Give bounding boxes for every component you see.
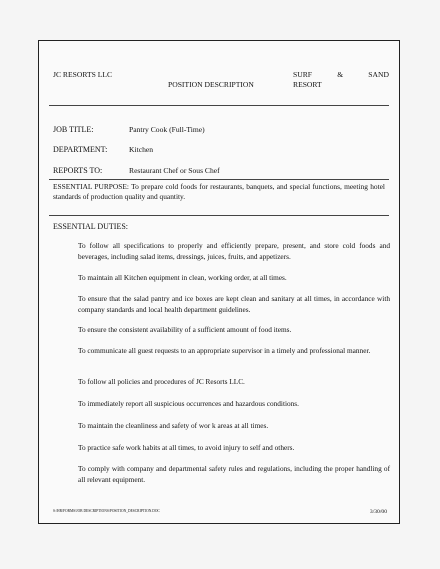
- duty-item: To ensure the consistent availability of a sufficient amount of food items.: [78, 325, 292, 334]
- resort-name-word: RESORT: [293, 80, 322, 89]
- duty-item: To maintain all Kitchen equipment in clean, working order, at all times.: [78, 273, 287, 282]
- job-title-label: JOB TITLE:: [53, 125, 94, 134]
- duty-item: To maintain the cleanliness and safety of wor k areas at all times.: [78, 421, 269, 430]
- duty-item: To immediately report all suspicious occurrences and hazardous conditions.: [78, 399, 299, 408]
- document-frame: [38, 40, 400, 524]
- essential-purpose-text: To prepare cold foods for restaurants, banquets, and special functions, meeting hotel standards of production quality and quantity.: [53, 182, 385, 202]
- resort-name-word: SAND: [368, 70, 389, 79]
- document-title: POSITION DESCRIPTION: [168, 80, 254, 89]
- department-label: DEPARTMENT:: [53, 145, 108, 154]
- purpose-divider: [49, 215, 389, 216]
- resort-name-word: SURF: [293, 70, 312, 79]
- job-title-value: Pantry Cook (Full-Time): [129, 125, 205, 134]
- reports-to-label: REPORTS TO:: [53, 166, 103, 175]
- essential-duties-heading: ESSENTIAL DUTIES:: [53, 222, 129, 231]
- duty-item: To ensure that the salad pantry and ice boxes are kept clean and sanitary at all times, in accordance with company standards and local health department guidelines.: [78, 294, 390, 314]
- department-value: Kitchen: [129, 145, 154, 154]
- footer-date: 3/30/00: [369, 509, 387, 515]
- reports-to-value: Restaurant Chef or Sous Chef: [129, 166, 220, 175]
- duty-item: To follow all policies and procedures of JC Resorts LLC.: [78, 377, 245, 386]
- duty-item: To communicate all guest requests to an appropriate supervisor in a timely and professional manner.: [78, 346, 371, 355]
- resort-name-word: &: [337, 70, 344, 79]
- duty-item: To comply with company and departmental safety rules and regulations, including the proper handling of all relevant equipment.: [78, 464, 390, 484]
- essential-purpose-label: ESSENTIAL PURPOSE:: [53, 182, 129, 191]
- resort-name: [293, 70, 389, 90]
- footer-file-path: S:\HR\FORMS\JOB DESCRIPTIONS\POSITION_DESCRIPTION.DOC: [53, 509, 160, 513]
- essential-purpose: [53, 182, 385, 203]
- header-divider: [49, 105, 389, 106]
- fields-divider: [49, 179, 389, 180]
- duty-item: To practice safe work habits at all times, to avoid injury to self and others.: [78, 443, 295, 452]
- duty-item: To follow all specifications to properly and efficiently prepare, present, and store cold foods and beverages, including salad items, dressings, juices, fruits, and appetizers.: [78, 241, 390, 261]
- company-name: JC RESORTS LLC: [53, 70, 113, 79]
